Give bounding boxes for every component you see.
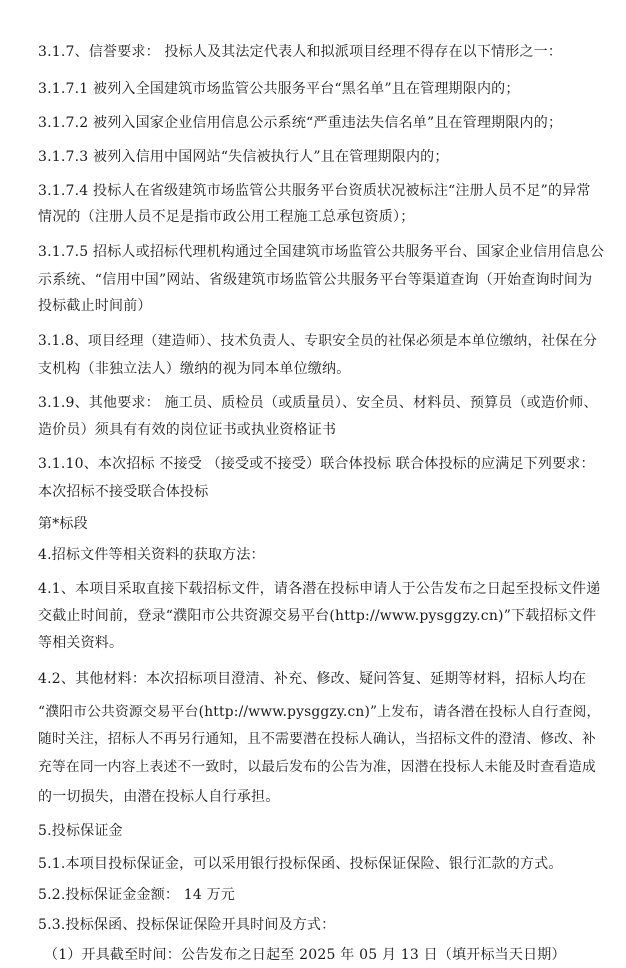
clause-4-1-line-3: 等相关资料。	[38, 635, 124, 651]
section-5-heading: 5.投标保证金	[38, 823, 123, 839]
clause-3-1-9-line-1: 3.1.9、其他要求： 施工员、质检员（或质量员）、安全员、材料员、预算员（或造价师、	[38, 395, 598, 411]
clause-4-1-line-1: 4.1、本项目采取直接下载招标文件，请各潜在投标申请人于公告发布之日起至投标文件递	[38, 581, 601, 597]
clause-3-1-8-line-1: 3.1.8、项目经理（建造师）、技术负责人、专职安全员的社保必须是本单位缴纳，社保在分	[38, 333, 598, 349]
clause-3-1-8-line-2: 支机构（非独立法人）缴纳的视为同本单位缴纳。	[38, 361, 351, 377]
clause-5-2: 5.2.投标保证金金额： 14 万元	[38, 887, 236, 903]
clause-3-1-9-line-2: 造价员）须具有有效的岗位证书或执业资格证书	[38, 422, 337, 438]
clause-4-2-line-5: 的一切损失，由潜在投标人自行承担。	[38, 789, 280, 805]
clause-5-3-item-1: （1）开具截至时间：公告发布之日起至 2025 年 05 月 13 日（填开标当天日期）	[44, 947, 566, 963]
clause-3-1-7-1: 3.1.7.1 被列入全国建筑市场监管公共服务平台“黑名单”且在管理期限内的；	[38, 81, 520, 97]
clause-5-1: 5.1.本项目投标保证金，可以采用银行投标保函、投标保证保险、银行汇款的方式。	[38, 856, 563, 872]
clause-3-1-10: 3.1.10、本次招标 不接受 （接受或不接受）联合体投标 联合体投标的应满足下列要求：	[38, 456, 595, 472]
clause-5-3: 5.3.投标保函、投标保证保险开具时间及方式：	[38, 917, 336, 933]
clause-3-1-7-2: 3.1.7.2 被列入国家企业信用信息公示系统“严重违法失信名单”且在管理期限内的；	[38, 115, 563, 131]
clause-4-2-line-3: 随时关注，招标人不再另行通知，且不需要潜在投标人确认，当招标文件的澄清、修改、补	[38, 731, 597, 747]
clause-4-2-line-2: “濮阳市公共资源交易平台(http://www.pysggzy.cn)”上发布，请各潜在投标人自行查阅，	[38, 704, 601, 720]
lot-label: 第*标段	[38, 516, 88, 532]
clause-4-2-line-4: 充等在同一内容上表述不一致时，以最后发布的公告为准，因潜在投标人未能及时查看造成	[38, 759, 597, 775]
clause-4-2-line-1: 4.2、其他材料：本次招标项目澄清、补充、修改、疑问答复、延期等材料，招标人均在	[38, 671, 587, 687]
clause-3-1-7-4-line-1: 3.1.7.4 投标人在省级建筑市场监管公共服务平台资质状况被标注“注册人员不足”的异常	[38, 183, 591, 199]
clause-3-1-7-4-line-2: 情况的（注册人员不足是指市政公用工程施工总承包资质）；	[38, 209, 415, 225]
clause-3-1-7-5-line-3: 投标截止时间前）	[38, 298, 152, 314]
clause-3-1-7-5-line-2: 示系统、“信用中国”网站、省级建筑市场监管公共服务平台等渠道查询（开始查询时间为	[38, 272, 593, 288]
consortium-statement: 本次招标不接受联合体投标	[38, 484, 209, 500]
clause-4-1-line-2: 交截止时间前，登录“濮阳市公共资源交易平台(http://www.pysggzy.cn)”下载招标文件	[38, 608, 597, 624]
clause-3-1-7-5-line-1: 3.1.7.5 招标人或招标代理机构通过全国建筑市场监管公共服务平台、国家企业信用信息公	[38, 244, 605, 260]
clause-3-1-7-heading: 3.1.7、信誉要求： 投标人及其法定代表人和拟派项目经理不得存在以下情形之一：	[38, 44, 563, 60]
section-4-heading: 4.招标文件等相关资料的获取方法：	[38, 547, 265, 563]
clause-3-1-7-3: 3.1.7.3 被列入信用中国网站“失信被执行人”且在管理期限内的；	[38, 149, 449, 165]
